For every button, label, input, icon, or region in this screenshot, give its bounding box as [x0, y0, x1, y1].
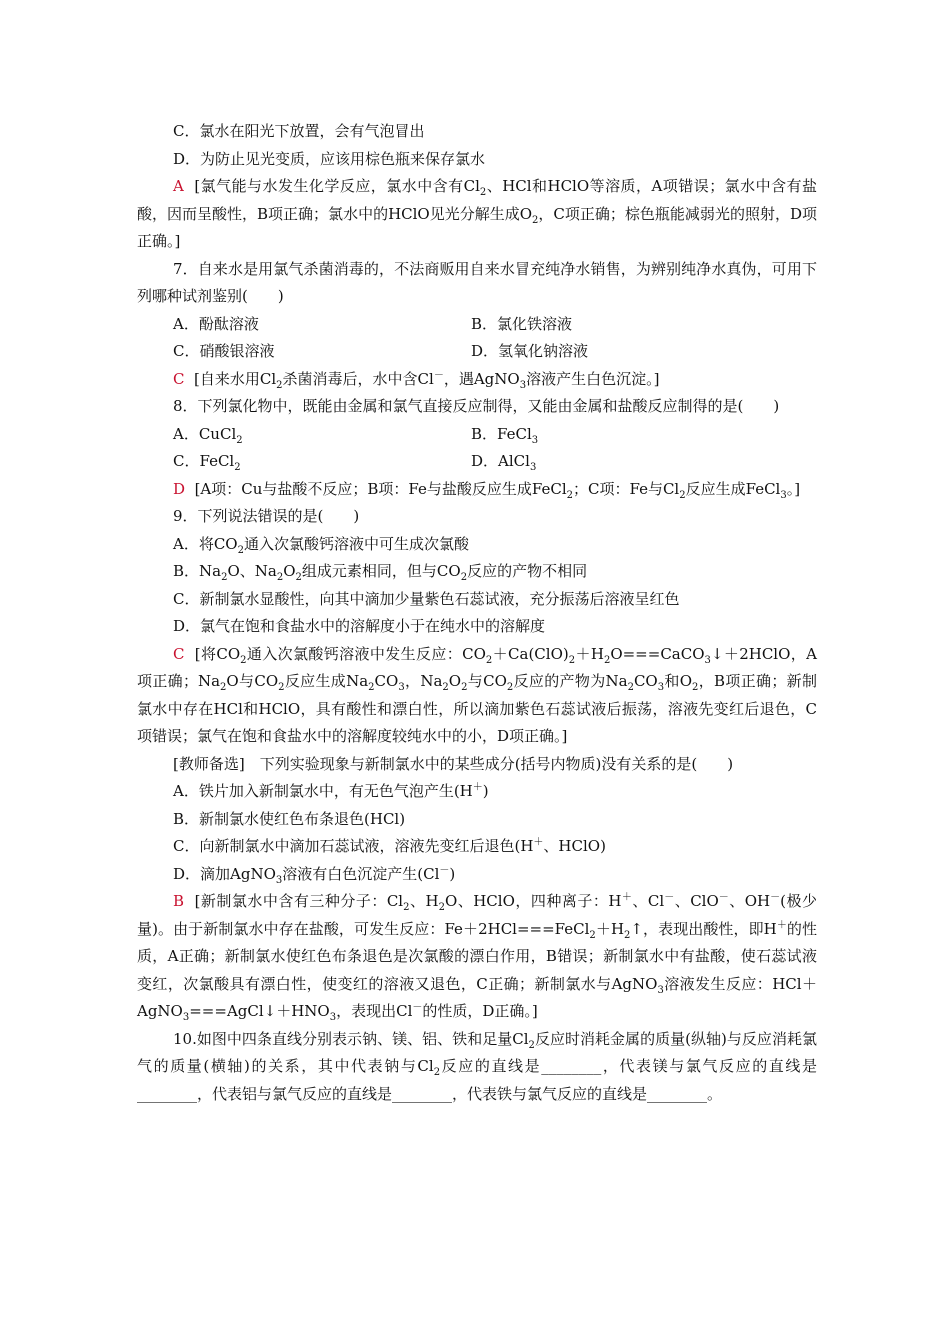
teacher-expl-text: O、HClO，四种离子：H — [444, 892, 622, 910]
subscript: 2 — [566, 489, 574, 501]
teacher-expl-text: 、H — [409, 892, 439, 910]
superscript: － — [770, 892, 781, 903]
q7-options-row2 — [137, 338, 817, 366]
teacher-option-a-text: A．铁片加入新制氯水中，有无色气泡产生(H — [173, 782, 473, 800]
subscript: 2 — [236, 434, 243, 446]
subscript: 2 — [403, 902, 410, 913]
subscript: 2 — [278, 682, 285, 693]
superscript: ＋ — [621, 892, 633, 903]
subscript: 2 — [679, 489, 686, 501]
teacher-question-stem: [教师备选] 下列实验现象与新制氯水中的某些成分(括号内物质)没有关系的是( ) — [173, 754, 734, 773]
subscript: 3 — [329, 1012, 337, 1023]
q8-option-c — [137, 448, 435, 476]
teacher-option-b: B．新制氯水使红色布条退色(HCl) — [173, 809, 406, 828]
q8-expl-text: 。] — [786, 479, 801, 498]
teacher-option-c — [137, 833, 817, 861]
q8-option-d — [435, 448, 733, 476]
q6-option-c: C．氯水在阳光下放置，会有气泡冒出 — [173, 122, 425, 140]
subscript: 2 — [528, 1039, 535, 1051]
q6-expl-text: 、HCl和HClO等溶质，A项错误；氯水中含有盐酸，因而呈酸性，B项正确；氯水中的HClO见光分解生成O — [137, 177, 817, 223]
subscript: 2 — [692, 682, 699, 693]
q9-option-b — [137, 558, 817, 586]
teacher-expl-text: [新制氯水中含有三种分子：Cl — [194, 892, 404, 910]
q9-expl-text: CO — [374, 672, 399, 690]
q9-option-a-text: 通入次氯酸钙溶液中可生成次氯酸 — [243, 534, 469, 553]
subscript: 3 — [704, 654, 711, 666]
q8-options-row2 — [137, 448, 817, 476]
teacher-expl-text: ===AgCl↓＋HNO — [189, 1002, 330, 1020]
q6-answer: A — [173, 177, 184, 195]
subscript: 3 — [519, 379, 527, 391]
superscript: － — [718, 892, 729, 903]
q6-explanation — [137, 173, 817, 256]
teacher-option-d-text: 溶液有白色沉淀产生(Cl — [282, 864, 440, 883]
teacher-expl-text: 的性质，A正确；新制氯水使红色布条退色是次氯酸的漂白作用，B错误；新制氯水中有盐酸，使石蕊试液变红，次氯酸具有漂白性，使变红的溶液又退色，C正确；新制氯水与AgNO — [137, 919, 817, 993]
teacher-option-d-text: D．滴加AgNO — [173, 864, 276, 883]
q7-expl-text: 杀菌消毒后，水中含Cl — [282, 369, 434, 388]
subscript: 2 — [220, 682, 227, 693]
subscript: 2 — [461, 682, 468, 693]
q9-option-b-text: 组成元素相同，但与CO — [301, 562, 461, 580]
q9-expl-text: O与CO — [226, 672, 279, 690]
superscript: ＋ — [776, 919, 787, 931]
teacher-expl-text: 、ClO — [674, 892, 719, 910]
q7-answer: C — [173, 369, 185, 388]
q10-text: 反应的直线是________，代表镁与氯气反应的直线是________，代表铝与氯气反应的直线是________，代表铁与氯气反应的直线是________。 — [137, 1057, 817, 1103]
subscript: 2 — [479, 187, 487, 198]
q9-expl-text: CO — [633, 672, 658, 690]
q9-option-d: D．氯气在饱和食盐水中的溶解度小于在纯水中的溶解度 — [173, 617, 546, 635]
teacher-option-c-text: 、HClO) — [543, 837, 606, 855]
q8-option-b — [435, 421, 733, 449]
teacher-expl-text: ＋H — [595, 919, 625, 938]
q7-expl-text: [自来水用Cl — [194, 369, 277, 388]
q9-expl-text: ＋H — [575, 644, 604, 663]
teacher-option-d-text: ) — [449, 864, 456, 883]
superscript: － — [433, 369, 444, 381]
q10-text: 反应时消耗金属的质量(纵轴)与反应消耗氯气的质量(横轴)的关系，其中代表钠与Cl — [137, 1029, 817, 1075]
q7-option-b: B．氯化铁溶液 — [471, 314, 573, 333]
q9-answer: C — [173, 644, 185, 663]
q9-expl-text: 反应的产物为Na — [513, 672, 628, 690]
q9-option-b-text: O、Na — [227, 562, 277, 580]
subscript: 3 — [657, 682, 665, 693]
q9-expl-text: ，Na — [404, 672, 443, 690]
q8-explanation — [137, 476, 817, 504]
subscript: 3 — [182, 1012, 190, 1023]
q6-expl-text: [氯气能与水发生化学反应，氯水中含有Cl — [194, 177, 480, 195]
teacher-expl-text: 、Cl — [632, 892, 665, 910]
subscript: 2 — [485, 654, 493, 666]
subscript: 2 — [624, 929, 631, 941]
document-page — [137, 118, 817, 1108]
q9-expl-text: 通入次氯酸钙溶液中发生反应：CO — [246, 644, 486, 663]
subscript: 2 — [589, 929, 596, 941]
q8-expl-text: 反应生成FeCl — [685, 479, 781, 498]
q8-expl-text: [A项：Cu与盐酸不反应；B项：Fe与盐酸反应生成FeCl — [194, 479, 567, 498]
teacher-expl-text: (极少量)。由于新制氯水中存在盐酸，可发生反应：Fe＋2HCl===FeCl — [137, 892, 817, 938]
q7-option-d: D．氢氧化钠溶液 — [471, 342, 589, 360]
subscript: 2 — [532, 214, 539, 226]
q7-expl-text: ，遇AgNO — [443, 369, 520, 388]
subscript: 2 — [295, 572, 302, 583]
subscript: 3 — [780, 489, 787, 501]
teacher-option-a — [137, 778, 817, 806]
subscript: 2 — [276, 572, 284, 583]
subscript: 3 — [275, 874, 283, 886]
subscript: 3 — [398, 682, 405, 693]
q7-stem: 7．自来水是用氯气杀菌消毒的，不法商贩用自来水冒充纯净水销售，为辨别纯净水真伪，可用下列哪种试剂鉴别( ) — [137, 259, 817, 305]
subscript: 2 — [234, 462, 241, 473]
q9-expl-text: 反应生成Na — [284, 672, 369, 690]
subscript: 2 — [568, 654, 576, 666]
subscript: 2 — [438, 902, 445, 913]
subscript: 2 — [237, 544, 244, 556]
q8-option-a — [137, 421, 435, 449]
subscript: 2 — [368, 682, 375, 693]
q10-text: 10.如图中四条直线分别表示钠、镁、铝、铁和足量Cl — [173, 1029, 529, 1048]
subscript: 3 — [657, 984, 664, 996]
subscript: 3 — [531, 434, 539, 446]
q9-option-a-text: A．将CO — [173, 534, 238, 553]
q8-answer: D — [173, 479, 186, 498]
q9-stem: 9．下列说法错误的是( ) — [173, 507, 360, 525]
subscript: 2 — [627, 682, 634, 693]
q8-option-a-text: A．CuCl — [173, 424, 237, 443]
subscript: 2 — [221, 572, 228, 583]
superscript: － — [664, 892, 675, 903]
q9-explanation — [137, 641, 817, 751]
q6-expl-text: ，C项正确；棕色瓶能减弱光的照射，D项正确。] — [137, 204, 817, 250]
superscript: － — [439, 864, 450, 876]
q9-option-b-text: 反应的产物不相同 — [467, 562, 588, 580]
q8-option-c-text: C．FeCl — [173, 452, 235, 470]
q8-expl-text: ；C项：Fe与Cl — [573, 479, 680, 498]
q9-expl-text: ↓＋2HClO，A项正确；Na — [137, 644, 817, 690]
teacher-expl-text: 的性质，D正确。] — [422, 1002, 538, 1020]
teacher-option-a-text: ) — [482, 782, 489, 800]
q10-stem — [137, 1026, 817, 1109]
q6-option-d: D．为防止见光变质，应该用棕色瓶来保存氯水 — [173, 149, 486, 168]
q8-stem: 8．下列氯化物中，既能由金属和氯气直接反应制得，又能由金属和盐酸反应制得的是( ) — [173, 397, 780, 415]
teacher-expl-text: 、OH — [728, 892, 771, 910]
superscript: ＋ — [533, 837, 544, 848]
q9-expl-text: 和O — [664, 672, 693, 690]
teacher-expl-text: 溶液发生反应：HCl＋AgNO — [137, 974, 817, 1020]
q9-option-a — [137, 531, 817, 559]
subscript: 2 — [240, 654, 247, 666]
teacher-explanation — [137, 888, 817, 1026]
q7-option-c: C．硝酸银溶液 — [173, 342, 275, 360]
teacher-expl-text: ↑，表现出酸性，即H — [630, 919, 777, 938]
q9-expl-text: 与CO — [467, 672, 507, 690]
subscript: 3 — [529, 462, 537, 473]
teacher-option-c-text: C．向新制氯水中滴加石蕊试液，溶液先变红后退色(H — [173, 837, 534, 855]
teacher-answer: B — [173, 892, 185, 910]
subscript: 2 — [276, 379, 283, 391]
q8-option-d-text: D．AlCl — [471, 452, 530, 470]
q7-option-a: A．酚酞溶液 — [173, 314, 259, 333]
teacher-expl-text: ，表现出Cl — [336, 1002, 413, 1020]
q9-expl-text: ，B项正确；新制氯水中存在HCl和HClO，具有酸性和漂白性，所以滴加紫色石蕊试液后振荡，溶液先变红后退色，C项错误；氯气在饱和食盐水中的溶解度较纯水中的小，D项正确。] — [137, 672, 817, 745]
q9-expl-text: O===CaCO — [610, 644, 705, 663]
superscript: ＋ — [472, 782, 483, 793]
q9-option-b-text: O — [283, 562, 296, 580]
superscript: － — [412, 1002, 423, 1013]
q7-expl-text: 溶液产生白色沉淀。] — [526, 369, 660, 388]
q9-expl-text: [将CO — [194, 644, 241, 663]
subscript: 2 — [460, 572, 468, 583]
q9-expl-text: ＋Ca(ClO) — [492, 644, 569, 663]
q8-options-row1 — [137, 421, 817, 449]
subscript: 2 — [442, 682, 449, 693]
subscript: 2 — [433, 1067, 441, 1078]
subscript: 2 — [506, 682, 514, 693]
q8-option-b-text: B．FeCl — [471, 424, 532, 443]
q7-options-row1 — [137, 311, 817, 339]
q9-expl-text: O — [448, 672, 462, 690]
subscript: 2 — [603, 654, 611, 666]
q9-option-b-text: B．Na — [173, 562, 222, 580]
q7-explanation — [137, 366, 817, 394]
teacher-option-d — [137, 861, 817, 889]
q9-option-c: C．新制氯水显酸性，向其中滴加少量紫色石蕊试液，充分振荡后溶液呈红色 — [173, 589, 680, 608]
